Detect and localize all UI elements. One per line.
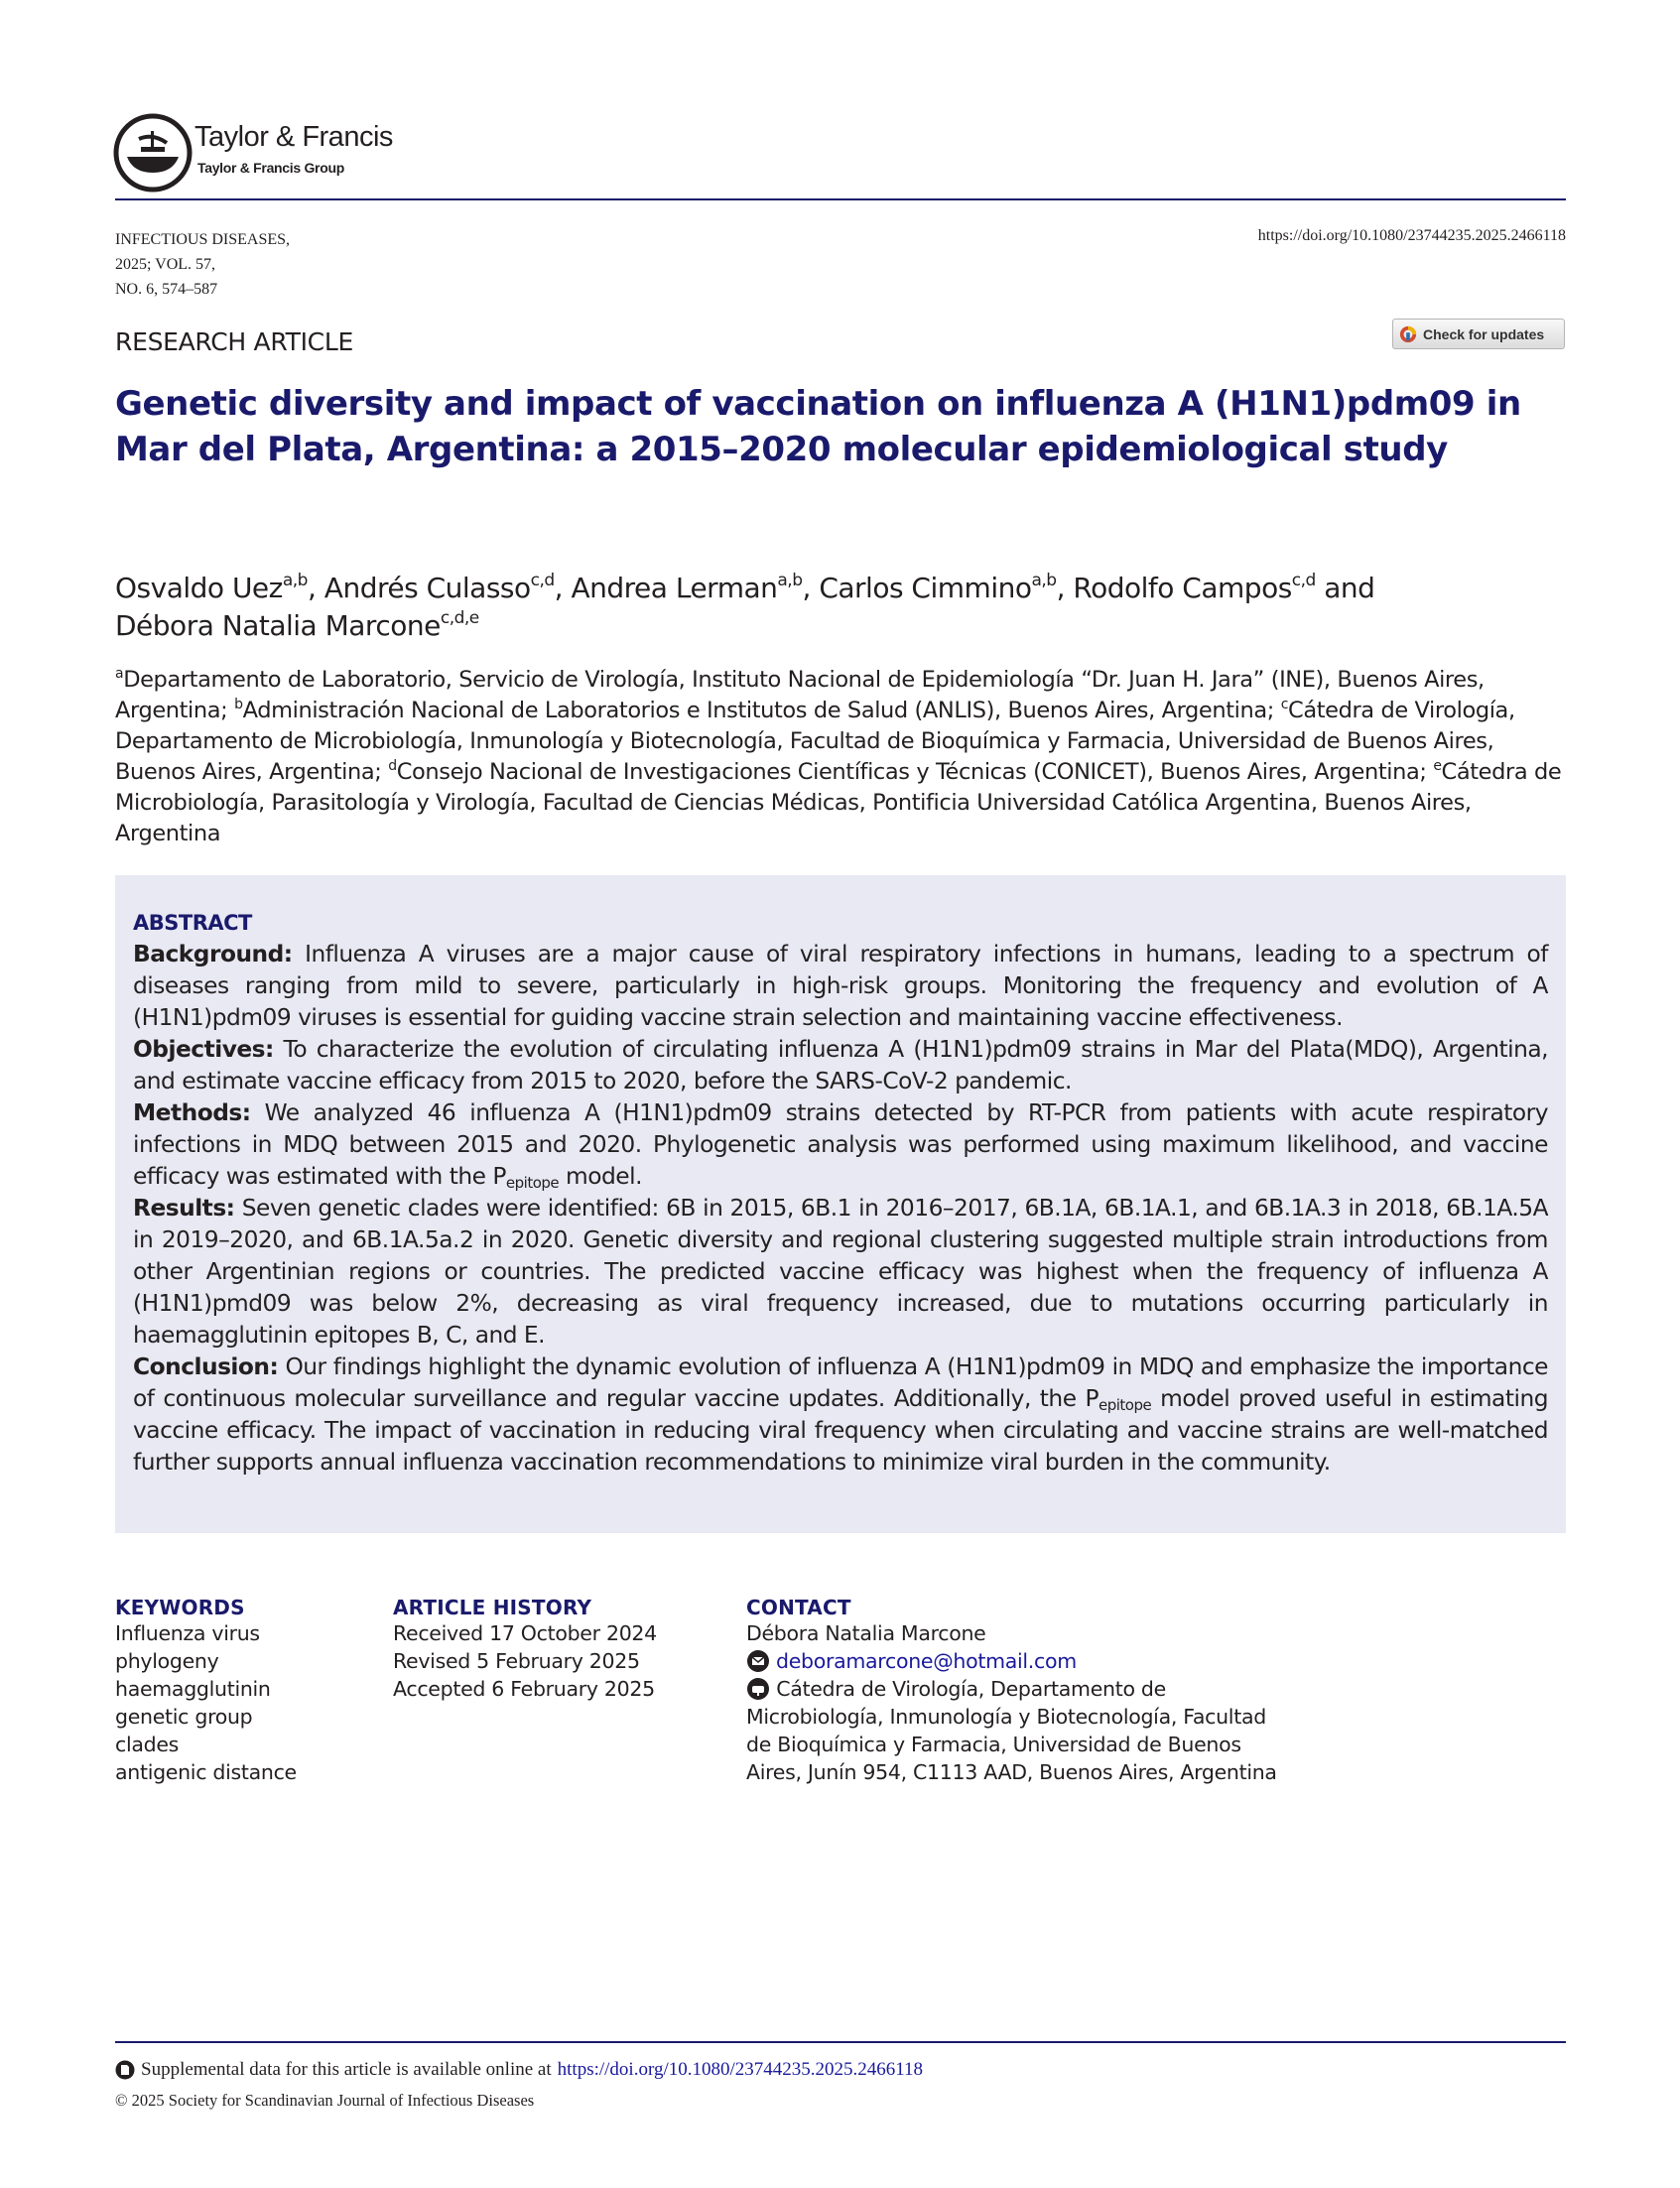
- abstract-heading: ABSTRACT: [133, 911, 252, 935]
- publisher-name: Taylor & Francis: [194, 121, 393, 153]
- header-rule: [115, 198, 1566, 200]
- contact-details: [746, 1619, 1282, 1786]
- abstract-text: Our findings highlight the dynamic evolution of influenza A (H1N1)pdm09 in MDQ and emphasize the importance of continuous molecular surveillance and regular vaccine updates. Additionally, the P: [133, 1353, 1548, 1412]
- authors-conjunction: and: [1324, 572, 1375, 604]
- history-heading: ARTICLE HISTORY: [393, 1596, 592, 1619]
- subscript: epitope: [1098, 1396, 1152, 1414]
- journal-volume: 2025; VOL. 57,: [115, 256, 216, 273]
- author-list: Osvaldo Uez$^{a,b}$, Andrés Culasso$^{c,d}$, Andrea Lerman$^{a,b}$, Carlos Cimmino$^{a,b}$, Rodolfo Campos$^{c,d}$ and Débora Natalia Marcone$^{c,d,e}$: [115, 571, 1375, 642]
- check-updates-button[interactable]: [1392, 319, 1565, 349]
- abstract-text: To characterize the evolution of circulating influenza A (H1N1)pdm09 strains in Mar del Plata(MDQ), Argentina, and estimate vaccine efficacy from 2015 to 2020, before the SARS-CoV-2 pandemic.: [133, 1036, 1549, 1094]
- keywords-heading: KEYWORDS: [115, 1596, 245, 1619]
- author-affiliation-mark: c,d,e: [440, 608, 479, 628]
- affiliation: Cátedra de Microbiología, Parasitología y Virología, Facultad de Ciencias Médicas, Pontificia Universidad Católica Argentina, Buenos Aires, Argentina: [115, 759, 1562, 846]
- contact-email-link[interactable]: deboramarcone@hotmail.com: [776, 1649, 1077, 1673]
- abstract-body: [133, 909, 1548, 1479]
- author: Andrea Lerman: [571, 572, 778, 604]
- author-affiliation-mark: c,d: [1291, 571, 1316, 590]
- affiliation: Departamento de Laboratorio, Servicio de Virología, Instituto Nacional de Epidemiología “Dr. Juan H. Jara” (INE), Buenos Aires, Argentina;: [115, 667, 1485, 723]
- affiliation-mark: c: [1280, 697, 1289, 712]
- keywords-section: [115, 1596, 297, 1786]
- keyword: haemagglutinin: [115, 1677, 271, 1701]
- footer-rule: [115, 2041, 1566, 2043]
- author-affiliation-mark: c,d: [530, 571, 555, 590]
- history-list: [393, 1619, 657, 1703]
- affiliation-mark: a: [115, 666, 124, 682]
- copyright: © 2025 Society for Scandinavian Journal of Infectious Diseases: [115, 2091, 535, 2110]
- contact-email-line: [746, 1647, 1282, 1675]
- taylor-francis-logo-icon: [113, 113, 193, 193]
- author: Osvaldo Uez: [115, 572, 283, 604]
- author: Rodolfo Campos: [1073, 572, 1292, 604]
- journal-issue-pages: NO. 6, 574–587: [115, 281, 218, 298]
- affiliation-mark: b: [234, 697, 243, 712]
- abstract-objectives: [133, 1034, 1548, 1097]
- supplemental-link[interactable]: https://doi.org/10.1080/23744235.2025.2466118: [557, 2059, 924, 2080]
- abstract-conclusion: [133, 1351, 1548, 1479]
- subscript: epitope: [505, 1174, 560, 1192]
- abstract-text: model proved useful in estimating vaccine efficacy. The impact of vaccination in reducing viral frequency when circulating and vaccine strains are well-matched further supports annual influenza vaccination recommendations to minimize viral burden in the community.: [133, 1385, 1548, 1476]
- supplemental-text: Supplemental data for this article is available online at: [141, 2059, 552, 2080]
- contact-name: Débora Natalia Marcone: [746, 1621, 986, 1645]
- crossmark-icon: [1399, 325, 1417, 343]
- supplemental-note: [115, 2059, 923, 2081]
- check-updates-label: Check for updates: [1423, 325, 1545, 342]
- author-affiliation-mark: a,b: [282, 571, 308, 590]
- article-history-section: [393, 1596, 657, 1703]
- affiliation: Consejo Nacional de Investigaciones Científicas y Técnicas (CONICET), Buenos Aires, Argentina;: [396, 759, 1427, 785]
- keyword: phylogeny: [115, 1649, 219, 1673]
- publisher-group: Taylor & Francis Group: [197, 160, 344, 176]
- keyword: antigenic distance: [115, 1760, 297, 1784]
- doi-link[interactable]: https://doi.org/10.1080/23744235.2025.2466118: [1257, 227, 1566, 244]
- supplemental-data-icon: [115, 2060, 135, 2080]
- contact-section: [746, 1596, 1282, 1786]
- abstract-label: Methods:: [133, 1099, 251, 1126]
- envelope-icon: [746, 1649, 770, 1673]
- abstract-label: Results:: [133, 1195, 235, 1222]
- history-item: Accepted 6 February 2025: [393, 1677, 655, 1701]
- abstract-methods: [133, 1097, 1548, 1193]
- article-title: Genetic diversity and impact of vaccination on influenza A (H1N1)pdm09 in Mar del Plata, Argentina: a 2015–2020 molecular epidemiological study: [115, 384, 1521, 469]
- journal-name: INFECTIOUS DISEASES,: [115, 231, 291, 248]
- affiliations: [115, 665, 1564, 849]
- journal-info: [115, 227, 290, 302]
- author: Carlos Cimmino: [819, 572, 1032, 604]
- affiliation-mark: d: [388, 758, 397, 774]
- abstract-results: [133, 1193, 1548, 1351]
- abstract-label: Background:: [133, 941, 293, 967]
- abstract-label: Conclusion:: [133, 1353, 279, 1380]
- abstract-background: [133, 939, 1548, 1034]
- author: Débora Natalia Marcone: [115, 609, 441, 642]
- abstract-box: [115, 875, 1566, 1533]
- affiliation: Administración Nacional de Laboratorios e Institutos de Salud (ANLIS), Buenos Aires, Argentina;: [242, 698, 1274, 723]
- contact-heading: CONTACT: [746, 1596, 851, 1619]
- keyword: genetic group: [115, 1705, 253, 1729]
- abstract-text: model.: [559, 1163, 642, 1190]
- contact-address-block: [746, 1675, 1282, 1786]
- contact-address: Cátedra de Virología, Departamento de Microbiología, Inmunología y Biotecnología, Facultad de Bioquímica y Farmacia, Universidad de Buenos Aires, Junín 954, C1113 AAD, Buenos Aires, Argentina: [746, 1677, 1277, 1784]
- mailbox-icon: [746, 1677, 770, 1701]
- author-affiliation-mark: a,b: [777, 571, 803, 590]
- abstract-text: We analyzed 46 influenza A (H1N1)pdm09 strains detected by RT-PCR from patients with acute respiratory infections in MDQ between 2015 and 2020. Phylogenetic analysis was performed using maximum likelihood, and vaccine efficacy was estimated with the P: [133, 1099, 1549, 1190]
- abstract-text: Seven genetic clades were identified: 6B in 2015, 6B.1 in 2016–2017, 6B.1A, 6B.1A.1, and 6B.1A.3 in 2018, 6B.1A.5A in 2019–2020, and 6B.1A.5a.2 in 2020. Genetic diversity and regional clustering suggested multiple strain introductions from other Argentinian regions or countries. The predicted vaccine efficacy was highest when the frequency of influenza A (H1N1)pmd09 was below 2%, decreasing as viral frequency increased, due to mutations occurring particularly in haemagglutinin epitopes B, C, and E.: [133, 1195, 1549, 1349]
- abstract-label: Objectives:: [133, 1036, 274, 1063]
- affiliation-mark: e: [1433, 758, 1442, 774]
- article-type: RESEARCH ARTICLE: [115, 327, 353, 356]
- history-item: Received 17 October 2024: [393, 1621, 657, 1645]
- abstract-text: Influenza A viruses are a major cause of viral respiratory infections in humans, leading to a spectrum of diseases ranging from mild to severe, particularly in high-risk groups. Monitoring the frequency and evolution of A (H1N1)pdm09 viruses is essential for guiding vaccine strain selection and maintaining vaccine effectiveness.: [133, 941, 1549, 1031]
- author-affiliation-mark: a,b: [1031, 571, 1057, 590]
- keywords-list: [115, 1619, 297, 1786]
- author: Andrés Culasso: [323, 572, 531, 604]
- history-item: Revised 5 February 2025: [393, 1649, 640, 1673]
- keyword: Influenza virus: [115, 1621, 260, 1645]
- keyword: clades: [115, 1733, 180, 1756]
- affiliation: Cátedra de Virología, Departamento de Microbiología, Inmunología y Biotecnología, Facultad de Bioquímica y Farmacia, Universidad de Buenos Aires, Buenos Aires, Argentina;: [115, 698, 1515, 785]
